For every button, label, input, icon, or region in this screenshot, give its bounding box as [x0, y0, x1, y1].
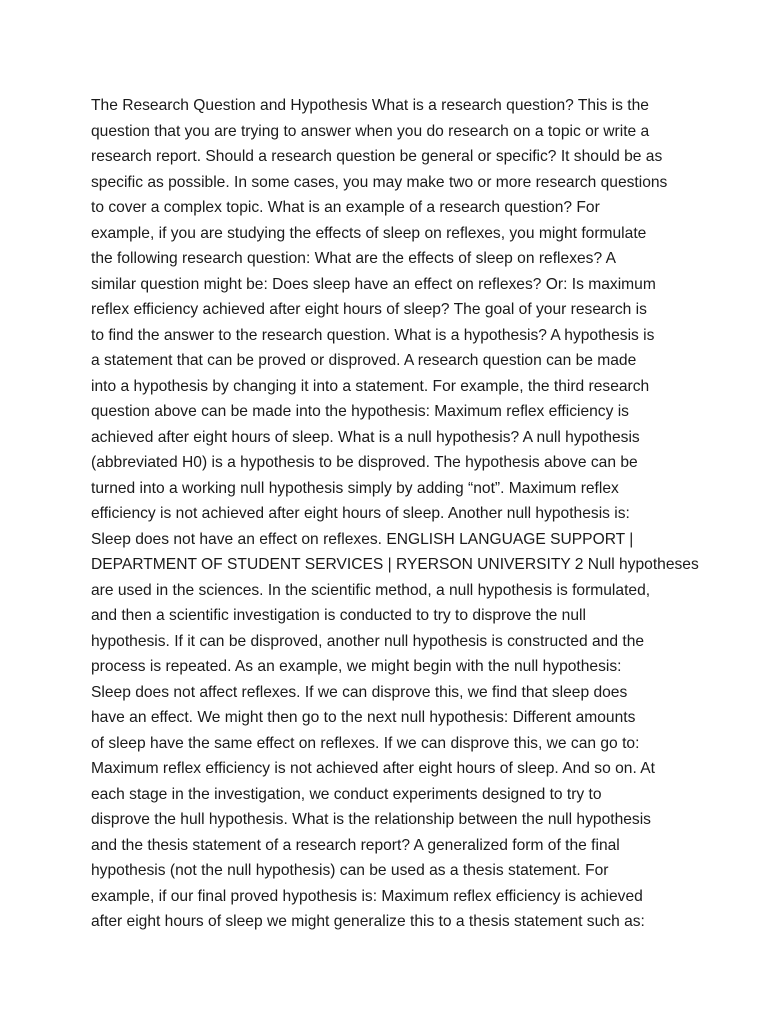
- text-line: hypothesis (not the null hypothesis) can be used as a thesis statement. For: [91, 862, 609, 879]
- text-line: example, if our final proved hypothesis is: Maximum reflex efficiency is achieved: [91, 887, 643, 905]
- body-text: [91, 93, 699, 935]
- text-line: example, if you are studying the effects of sleep on reflexes, you might formulate: [91, 224, 647, 242]
- text-line: have an effect. We might then go to the next null hypothesis: Different amounts: [91, 709, 636, 726]
- text-line: into a hypothesis by changing it into a statement. For example, the third research: [91, 377, 650, 395]
- text-line: of sleep have the same effect on reflexes. If we can disprove this, we can go to:: [91, 734, 640, 752]
- text-line: Sleep does not affect reflexes. If we can disprove this, we find that sleep does: [91, 683, 628, 701]
- text-line: are used in the sciences. In the scientific method, a null hypothesis is formulated,: [91, 581, 651, 599]
- text-line: to find the answer to the research question. What is a hypothesis? A hypothesis is: [91, 326, 655, 344]
- text-line: efficiency is not achieved after eight hours of sleep. Another null hypothesis is:: [91, 505, 630, 522]
- text-line: question above can be made into the hypothesis: Maximum reflex efficiency is: [91, 403, 629, 420]
- text-line: a statement that can be proved or disproved. A research question can be made: [91, 352, 637, 369]
- text-line: question that you are trying to answer when you do research on a topic or write a: [91, 122, 650, 140]
- text-line: process is repeated. As an example, we might begin with the null hypothesis:: [91, 658, 622, 675]
- text-line: Maximum reflex efficiency is not achieved after eight hours of sleep. And so on. At: [91, 760, 655, 777]
- text-line: achieved after eight hours of sleep. What is a null hypothesis? A null hypothesis: [91, 428, 640, 446]
- text-line: (abbreviated H0) is a hypothesis to be disproved. The hypothesis above can be: [91, 454, 638, 471]
- text-line: the following research question: What are the effects of sleep on reflexes? A: [91, 250, 617, 267]
- text-line: each stage in the investigation, we conduct experiments designed to try to: [91, 785, 602, 803]
- text-line: Sleep does not have an effect on reflexes. ENGLISH LANGUAGE SUPPORT |: [91, 530, 634, 548]
- text-line: to cover a complex topic. What is an example of a research question? For: [91, 199, 600, 216]
- text-line: and then a scientific investigation is conducted to try to disprove the null: [91, 607, 586, 624]
- text-line: disprove the hull hypothesis. What is the relationship between the null hypothesis: [91, 811, 651, 828]
- text-line: The Research Question and Hypothesis What is a research question? This is the: [91, 97, 649, 114]
- text-line: after eight hours of sleep we might generalize this to a thesis statement such as:: [91, 913, 645, 930]
- text-line: similar question might be: Does sleep have an effect on reflexes? Or: Is maximum: [91, 275, 656, 293]
- text-line: turned into a working null hypothesis simply by adding “not”. Maximum reflex: [91, 479, 619, 497]
- text-line: and the thesis statement of a research report? A generalized form of the final: [91, 836, 620, 854]
- text-line: research report. Should a research question be general or specific? It should be as: [91, 148, 663, 165]
- text-line: DEPARTMENT OF STUDENT SERVICES | RYERSON UNIVERSITY 2 Null hypotheses: [91, 556, 699, 573]
- text-line: reflex efficiency achieved after eight hours of sleep? The goal of your research is: [91, 301, 647, 318]
- text-line: hypothesis. If it can be disproved, another null hypothesis is constructed and the: [91, 632, 645, 650]
- text-line: specific as possible. In some cases, you may make two or more research questions: [91, 173, 668, 191]
